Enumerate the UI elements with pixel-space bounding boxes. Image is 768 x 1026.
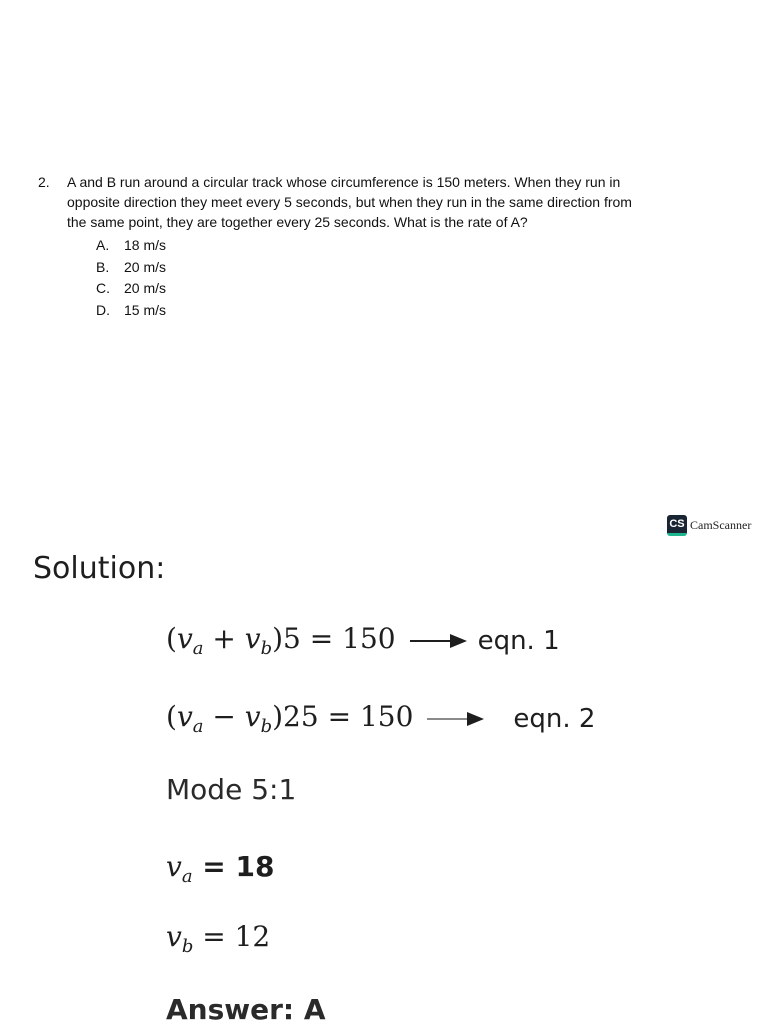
operator-plus: +: [203, 622, 245, 655]
subscript-b: b: [260, 638, 273, 659]
option-a: [96, 235, 166, 257]
velocity-symbol: v: [166, 850, 182, 883]
result-vb: [166, 920, 270, 957]
equation-1-math: [166, 622, 396, 659]
paren-open: (: [166, 700, 177, 733]
subscript-a: a: [192, 638, 204, 659]
camscanner-logo-icon: CS: [667, 515, 687, 536]
velocity-symbol: v: [166, 920, 182, 953]
result-vb-math: [166, 920, 270, 957]
camscanner-text: CamScanner: [690, 518, 752, 532]
equation-2-math: [166, 700, 413, 737]
equation-rhs: )25 = 150: [272, 700, 414, 733]
velocity-symbol: v: [176, 700, 193, 733]
option-text: 18 m/s: [124, 237, 167, 253]
option-b: [96, 257, 166, 279]
result-value: = 18: [192, 850, 275, 883]
question-text: [67, 172, 737, 232]
velocity-symbol: v: [176, 622, 193, 655]
answer-options: [96, 235, 166, 321]
question-number: 2.: [38, 174, 50, 190]
solution-heading: Solution:: [33, 551, 166, 586]
result-value: = 12: [193, 920, 271, 953]
velocity-symbol: v: [244, 700, 261, 733]
option-text: 20 m/s: [124, 258, 167, 275]
result-va-math: [166, 850, 274, 887]
paren-open: (: [166, 622, 177, 655]
option-text: 20 m/s: [124, 280, 167, 296]
question-line: opposite direction they meet every 5 seconds, but when they run in the same direction from: [67, 194, 632, 210]
option-letter: C.: [96, 280, 110, 296]
question-line: the same point, they are together every 25 seconds. What is the rate of A?: [67, 214, 528, 230]
subscript-a: a: [192, 716, 204, 737]
operator-minus: −: [203, 700, 245, 733]
equation-2-label: eqn. 2: [513, 703, 596, 734]
option-d: [96, 300, 166, 322]
equation-2: [166, 700, 595, 737]
option-letter: A.: [96, 237, 110, 253]
velocity-symbol: v: [244, 622, 261, 655]
question-line: A and B run around a circular track whose circumference is 150 meters. When they run in: [67, 174, 621, 190]
option-letter: D.: [96, 301, 110, 318]
equation-rhs: )5 = 150: [272, 622, 396, 655]
subscript-b: b: [181, 936, 194, 957]
camscanner-watermark: [667, 515, 751, 536]
option-c: [96, 278, 166, 300]
equation-1: [166, 622, 560, 659]
equation-1-label: eqn. 1: [477, 625, 560, 656]
option-text: 15 m/s: [124, 301, 167, 318]
option-letter: B.: [96, 258, 110, 275]
calculator-mode: Mode 5:1: [166, 773, 297, 806]
subscript-a: a: [181, 866, 193, 887]
final-answer: Answer: A: [166, 993, 326, 1026]
result-va: [166, 850, 274, 887]
arrow-right-icon: [427, 711, 485, 727]
arrow-right-icon: [410, 633, 468, 649]
subscript-b: b: [260, 716, 273, 737]
